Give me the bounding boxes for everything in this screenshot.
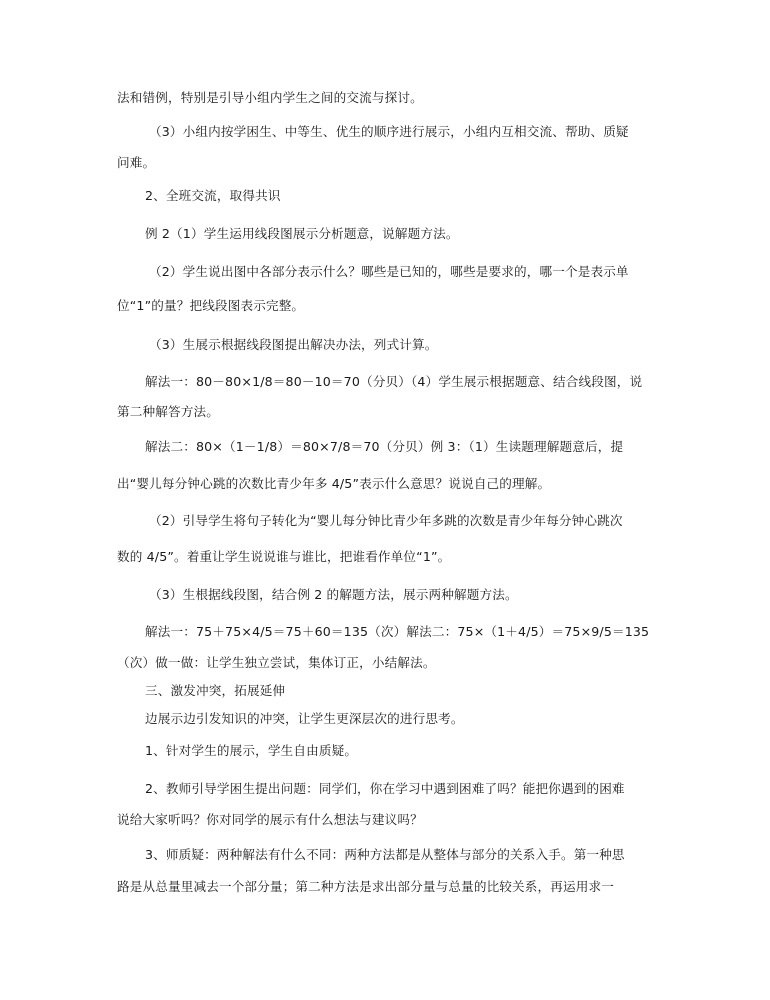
paragraph-line: （3）生根据线段图，结合例 2 的解题方法，展示两种解题方法。: [149, 587, 518, 602]
paragraph-line: 解法二：80×（1－1/8）＝80×7/8＝70（分贝）例 3：（1）生读题理解题意后，提: [145, 439, 624, 454]
paragraph-line: （3）小组内按学困生、中等生、优生的顺序进行展示，小组内互相交流、帮助、质疑: [149, 124, 629, 139]
paragraph-line: （次）做一做：让学生独立尝试，集体订正，小结解法。: [117, 655, 436, 670]
paragraph-line: 出“婴儿每分钟心跳的次数比青少年多 4/5”表示什么意思？说说自己的理解。: [117, 476, 551, 491]
section-heading: 三、激发冲突，拓展延伸: [145, 683, 286, 698]
paragraph-line: （2）学生说出图中各部分表示什么？哪些是已知的，哪些是要求的，哪一个是表示单: [149, 264, 629, 279]
paragraph-line: 1、针对学生的展示，学生自由质疑。: [145, 743, 358, 758]
paragraph-line: 数的 4/5”。着重让学生说说谁与谁比，把谁看作单位“1”。: [117, 549, 451, 564]
section-heading: 2、全班交流，取得共识: [145, 188, 281, 203]
paragraph-line: 问难。: [117, 155, 156, 170]
paragraph-line: 2、教师引导学困生提出问题：同学们，你在学习中遇到困难了吗？能把你遇到的困难: [145, 781, 625, 796]
paragraph-line: 法和错例，特别是引导小组内学生之间的交流与探讨。: [117, 90, 423, 105]
paragraph-line: 边展示边引发知识的冲突，让学生更深层次的进行思考。: [145, 711, 464, 726]
paragraph-line: 解法一：75＋75×4/5＝75＋60＝135（次）解法二：75×（1＋4/5）＝75×9/5＝135: [145, 624, 650, 639]
paragraph-line: 例 2（1）学生运用线段图展示分析题意，说解题方法。: [145, 226, 459, 241]
paragraph-line: 3、师质疑：两种解法有什么不同：两种方法都是从整体与部分的关系入手。第一种思: [145, 847, 625, 862]
paragraph-line: （2）引导学生将句子转化为“婴儿每分钟比青少年多跳的次数是青少年每分钟心跳次: [149, 513, 623, 528]
paragraph-line: 说给大家听吗？你对同学的展示有什么想法与建议吗？: [117, 812, 423, 827]
paragraph-line: 解法一：80－80×1/8＝80－10＝70（分贝）（4）学生展示根据题意、结合线段图，说: [145, 374, 643, 389]
paragraph-line: 位“1”的量？把线段图表示完整。: [117, 298, 305, 313]
paragraph-line: 第二种解答方法。: [117, 404, 219, 419]
paragraph-line: （3）生展示根据线段图提出解决办法，列式计算。: [149, 337, 438, 352]
paragraph-line: 路是从总量里减去一个部分量；第二种方法是求出部分量与总量的比较关系，再运用求一: [117, 879, 615, 894]
